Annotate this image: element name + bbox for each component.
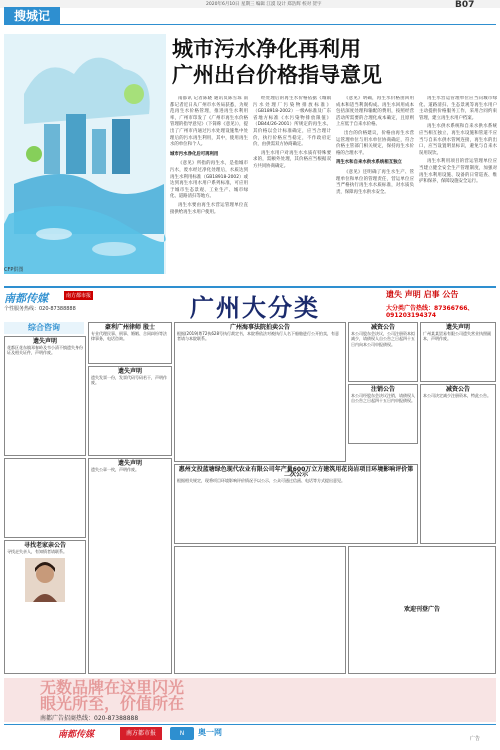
ad-box-title: 遗失声明 (117, 460, 142, 467)
ad-box-title: 减资公告 (445, 386, 470, 393)
ad-box-body: 本公司股东会决议，公司注册资本拟减少，请债权人自公告之日起四十五日内向本公司申报债权。 (351, 331, 415, 347)
banner-line-2: 眼光所至，价值所在 (40, 694, 185, 713)
section-divider (60, 24, 496, 25)
article-paragraph: 再生水供水系统和自来水供水系统应当相互独立，再生水设施和管道不应当与自来水供水管网连接，再生水的出口，应当设置明显标识，避免与自来水误用误饮。 (419, 124, 497, 156)
ad-placeholder (348, 546, 496, 674)
ad-box-body: 专业代理民事、刑事、婚姻、合同纠纷等法律事务，电话咨询。 (91, 331, 167, 342)
ad-box-body: 根据相关规定，现将项目环境影响评价情况予以公示，公众可通过信函、电话等方式提出意见。 (177, 478, 345, 484)
banner-hotline: 南都广告招商热线：020-87388888 (40, 715, 139, 722)
water-city-illustration (4, 34, 166, 274)
article-lead: 南都讯 记者陈晓 通讯员陈雪琼 南都记者近日从广州市水务局获悉，为规范再生水价格管理，推进再生水利用率，广州市印发了《广州市再生水价格管理的指导意见》（下简称《意见》），提出了广州市内通过污水处理设施集中处理后的污水再生利用，其中，使用再生水的单位和个人。 (170, 96, 248, 148)
notice-types: 遗失 声明 启事 公告 (386, 290, 459, 299)
ad-box-body: 寻找走失亲人，有知情者请联系。 (7, 549, 67, 555)
missing-person-photo (25, 558, 65, 602)
article-paragraph: 《意见》明确，再生水价格由回用成本和适当利润构成。再生水回用成本包括深度处理和输配的费用，按照经营活动所需要的合理化成本确定，且原则上应低于自来水价格。 (336, 96, 414, 128)
ad-box-body: 广州某某贸易有限公司遗失营业执照副本，声明作废。 (423, 331, 491, 342)
consult-tag: 综合咨询 (4, 322, 84, 334)
article-paragraph: 再生水利用项目的营运管理单位应当建立健全安全生产管理制度，加强对再生水利用设施、设备的日常巡查、维护和保养，保障设施安全运行。 (419, 159, 497, 185)
ad-box-body: 花都区花东镇邓春岭及韦小清不慎遗失身份证及相关证件，声明作废。 (7, 345, 83, 356)
page-meta: 2020年6月10日 星期三 编辑 江漠 设计 郑浩辉 校对 贺宇 (206, 2, 322, 7)
ad-box-filler (4, 458, 86, 538)
ad-box-body: 根据(2019)粤72执628号执行裁定书，本院将依法对被执行人名下船舶进行公开拍卖，有意者请与本院联系。 (177, 331, 340, 342)
headline (172, 36, 482, 88)
illustration (4, 34, 166, 274)
classifieds-title: 广州大分类 (190, 293, 320, 322)
article-column-1 (170, 96, 248, 276)
ad-box-body: 遗失发票一份，发票代码号码若干，声明作废。 (91, 375, 167, 386)
headline-line-2: 广州出台价格指导意见 (172, 62, 382, 87)
article-column-3 (336, 96, 414, 276)
ad-box-title: 寻找老家亲公告 (23, 542, 66, 549)
article-subhead-2: 再生水和自来水供水系统相互独立 (336, 160, 402, 166)
ad-box (348, 384, 418, 444)
ad-box-title: 减资公告 (370, 324, 395, 331)
brand-logo: 南都传媒 (4, 292, 48, 305)
brand-sub-logo: 南方都市报 (66, 293, 92, 299)
ad-box (88, 366, 172, 456)
ad-box-title: 遗失声明 (445, 324, 470, 331)
ad-box-title: 惠州文投蓝塘绿色现代农业有限公司年产量600万立方建筑用花岗岩项目环境影响评价第二次公示 (178, 466, 414, 479)
ad-box (174, 322, 346, 462)
footer-oeeee-logo: 奥一网 (198, 728, 222, 737)
article-paragraph: 再生水营运管理单位应当向城市绿化、道路清扫、生态景观等再生水用户主动提供价格服务工作，采用合同约束管理，建立再生水用户档案。 (419, 96, 497, 121)
footer-label: 广告 (470, 736, 481, 742)
ad-box (420, 322, 496, 382)
ad-box-filler (174, 546, 346, 674)
section-tag: 搜城记 (4, 7, 60, 25)
ad-box-body: 本公司决定减少注册资本，特此公告。 (423, 393, 491, 399)
ad-box-body: 本公司经股东会决议注销，请债权人自公告之日起四十五日内申报债权。 (351, 393, 415, 404)
brand-hotline: 个性服务热线：020-87388888 (4, 306, 76, 312)
banner-line-1: 无数品牌在这里闪光 (40, 678, 185, 697)
ad-box-title: 广州海事法院拍卖公告 (229, 324, 290, 331)
article-paragraph: 《意见》还明确了再生水生产、管理单位和单位的管理责任，营运单位应当严格执行再生水水质标准，对水质负责，保障再生水供水安全。 (336, 169, 414, 195)
article-column-2 (253, 96, 331, 276)
ad-box (4, 540, 86, 674)
banner-text (40, 680, 184, 712)
page-number: B07 (455, 0, 475, 10)
ad-hotline-prefix: 大分类广告热线： (386, 305, 435, 312)
ad-box-title: 注销公告 (370, 386, 395, 393)
article-paragraph: 经处理后的再生水价格依据《城镇污水处理厂污染物排放标准》（GB18918-2002）一级A标准及广东省地方标准《水污染物排放限值》（DB44/26-2001）所规定的再生水。其价格以会计标准确定，应当合理计价，执行价格应当稳定，不作政府定价，由供需双方协商确定。 (253, 96, 331, 148)
article-paragraph: 《意见》所指的再生水，是指城市污水，废水经过净化处理后，水质达到再生水利用标准（GB18918-2002）或达到再生水用水用户系列标准，可应用于城市生态景观、工业生产、城市绿化、道路清扫等地方。 (170, 161, 248, 200)
ad-box-body: 遗失公章一枚，声明作废。 (91, 467, 139, 473)
article-paragraph: 出台的价格建议，价格由再生水营运管理单位与用水单位协商确定，符合价格主管部门相关规定，保持再生水价格的合理水平。 (336, 130, 414, 156)
ad-box (348, 322, 418, 382)
article-subhead-1: 城市污水净化后可再利用 (170, 151, 219, 157)
illustration-caption: CFP供图 (4, 267, 24, 273)
article-paragraph: 再生水要由再生水营运管理单位直接供给再生水用户使用。 (170, 202, 248, 215)
ad-box (88, 322, 172, 364)
footer-brand-logo: 南都传媒 (58, 730, 95, 740)
footer-n-icon: N (170, 727, 194, 740)
ad-box (174, 464, 418, 544)
headline-line-1: 城市污水净化再利用 (172, 36, 361, 61)
ad-hotline (386, 303, 500, 319)
ad-box (88, 458, 172, 674)
ad-box-title: 豪利广州律师 殷士 (104, 324, 156, 331)
ad-box (420, 384, 496, 544)
article-column-4 (419, 96, 497, 276)
ad-hotline-number: 87366766、091203194374 (386, 305, 474, 319)
article-paragraph: 再生水用户对再生水水质有特殊要求的，需额外处理，其价格应当根据双方共同协商确定。 (253, 150, 331, 169)
footer-newspaper-logo: 南方都市报 (120, 727, 162, 740)
ad-box-title: 遗失声明 (117, 368, 142, 375)
ad-box-title: 遗失声明 (32, 338, 57, 345)
ad-box (4, 336, 86, 456)
ad-placeholder-label: 欢迎刊登广告 (403, 605, 440, 613)
